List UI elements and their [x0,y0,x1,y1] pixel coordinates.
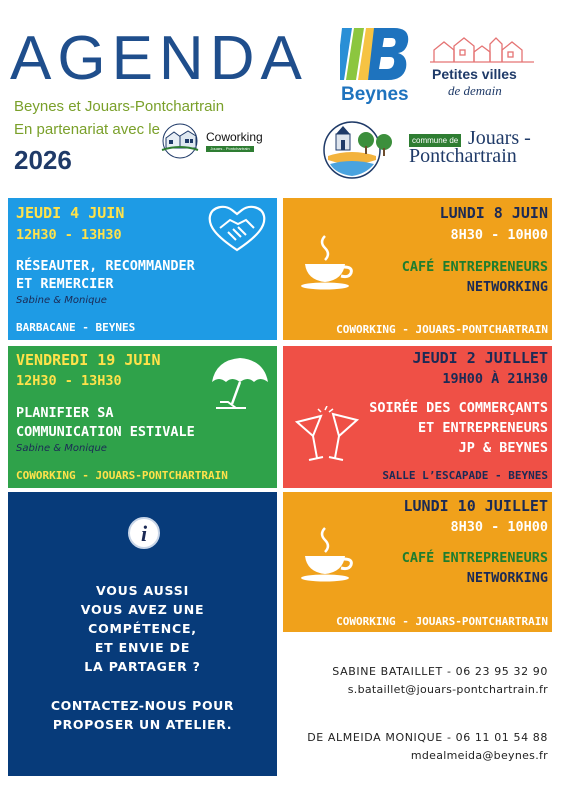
subtitle-towns: Beynes et Jouars-Pontchartrain [14,98,225,115]
event-title-line1: CAFÉ ENTREPRENEURS [401,259,548,275]
beynes-logo-text: Beynes [341,84,409,105]
event-card-lundi-10-juillet [283,492,552,632]
event-card-jeudi-2-juillet [283,346,552,488]
coworking-house-icon [158,122,202,160]
event-card-vendredi-19-juin [8,346,277,488]
event-title-line2: NETWORKING [466,279,548,295]
event-date: LUNDI 10 JUILLET [403,497,548,515]
coffee-cup-icon [297,524,357,584]
event-title-line2: NETWORKING [466,570,548,586]
event-card-lundi-8-juin [283,198,552,340]
petites-villes-subtitle: de demain [448,83,502,98]
event-place: COWORKING - JOUARS-PONTCHARTRAIN [336,323,548,336]
event-speakers: Sabine & Monique [16,295,107,306]
event-card-jeudi-4-juin [8,198,277,340]
event-time: 19H00 À 21H30 [442,371,548,387]
event-title-line1: RÉSEAUTER, RECOMMANDER [16,258,195,274]
coffee-cup-icon [297,232,357,292]
info-card [8,492,277,776]
jouars-text: Jouars - [468,127,531,149]
event-place: BARBACANE - BEYNES [16,321,136,334]
event-speakers: Sabine & Monique [16,443,107,454]
jouars-crest-icon [322,120,400,180]
coworking-sublabel: Jouars - Pontchartrain [206,146,254,152]
cocktail-glasses-icon [293,406,361,472]
event-date: JEUDI 4 JUIN [16,204,125,222]
event-place: COWORKING - JOUARS-PONTCHARTRAIN [336,615,548,628]
event-time: 12H30 - 13H30 [16,373,122,389]
event-place: SALLE L’ESCAPADE - BEYNES [382,469,548,482]
contact-name-sabine: SABINE BATAILLET - 06 23 95 32 90 [332,665,548,678]
event-date: JEUDI 2 JUILLET [412,349,548,367]
event-date: VENDREDI 19 JUIN [16,351,161,369]
page-title: AGENDA [10,24,308,93]
info-question-line3: COMPÉTENCE, [88,621,197,636]
subtitle-partnership: En partenariat avec le [14,121,160,138]
coworking-label: Coworking [206,130,263,144]
info-icon-letter: i [140,521,148,546]
year-label: 2026 [14,145,72,175]
info-question-line1: VOUS AUSSI [95,583,190,598]
contact-email-monique[interactable]: mdealmeida@beynes.fr [410,749,548,762]
info-contact-line1: CONTACTEZ-NOUS POUR [50,698,235,713]
event-title-line1: CAFÉ ENTREPRENEURS [401,550,548,566]
contact-email-sabine[interactable]: s.bataillet@jouars-pontchartrain.fr [347,683,548,696]
info-question-line4: ET ENVIE DE [94,640,191,655]
pontchartrain-text: Pontchartrain [409,145,517,167]
event-date: LUNDI 8 JUIN [439,204,548,222]
info-question-line2: VOUS AVEZ UNE [80,602,205,617]
petites-villes-title: Petites villes [432,66,517,82]
contact-name-monique: DE ALMEIDA MONIQUE - 06 11 01 54 88 [307,731,548,744]
event-title-line1: PLANIFIER SA [16,405,114,421]
event-title-line1: SOIRÉE DES COMMERÇANTS [369,400,548,416]
info-contact-line2: PROPOSER UN ATELIER. [52,717,233,732]
coworking-logo [158,122,268,160]
event-title-line2: ET ENTREPRENEURS [417,420,548,436]
commune-tag: commune de [409,134,461,147]
event-time: 12H30 - 13H30 [16,227,122,243]
event-place: COWORKING - JOUARS-PONTCHARTRAIN [16,469,228,482]
info-question-line5: LA PARTAGER ? [84,659,201,674]
info-icon [127,516,161,550]
event-time: 8H30 - 10H00 [450,519,548,535]
handshake-heart-icon [206,202,268,254]
event-time: 8H30 - 10H00 [450,227,548,243]
event-title-line3: JP & BEYNES [458,440,548,456]
event-title-line2: COMMUNICATION ESTIVALE [16,424,195,440]
event-title-line2: ET REMERCIER [16,276,114,292]
beach-umbrella-icon [206,354,272,414]
